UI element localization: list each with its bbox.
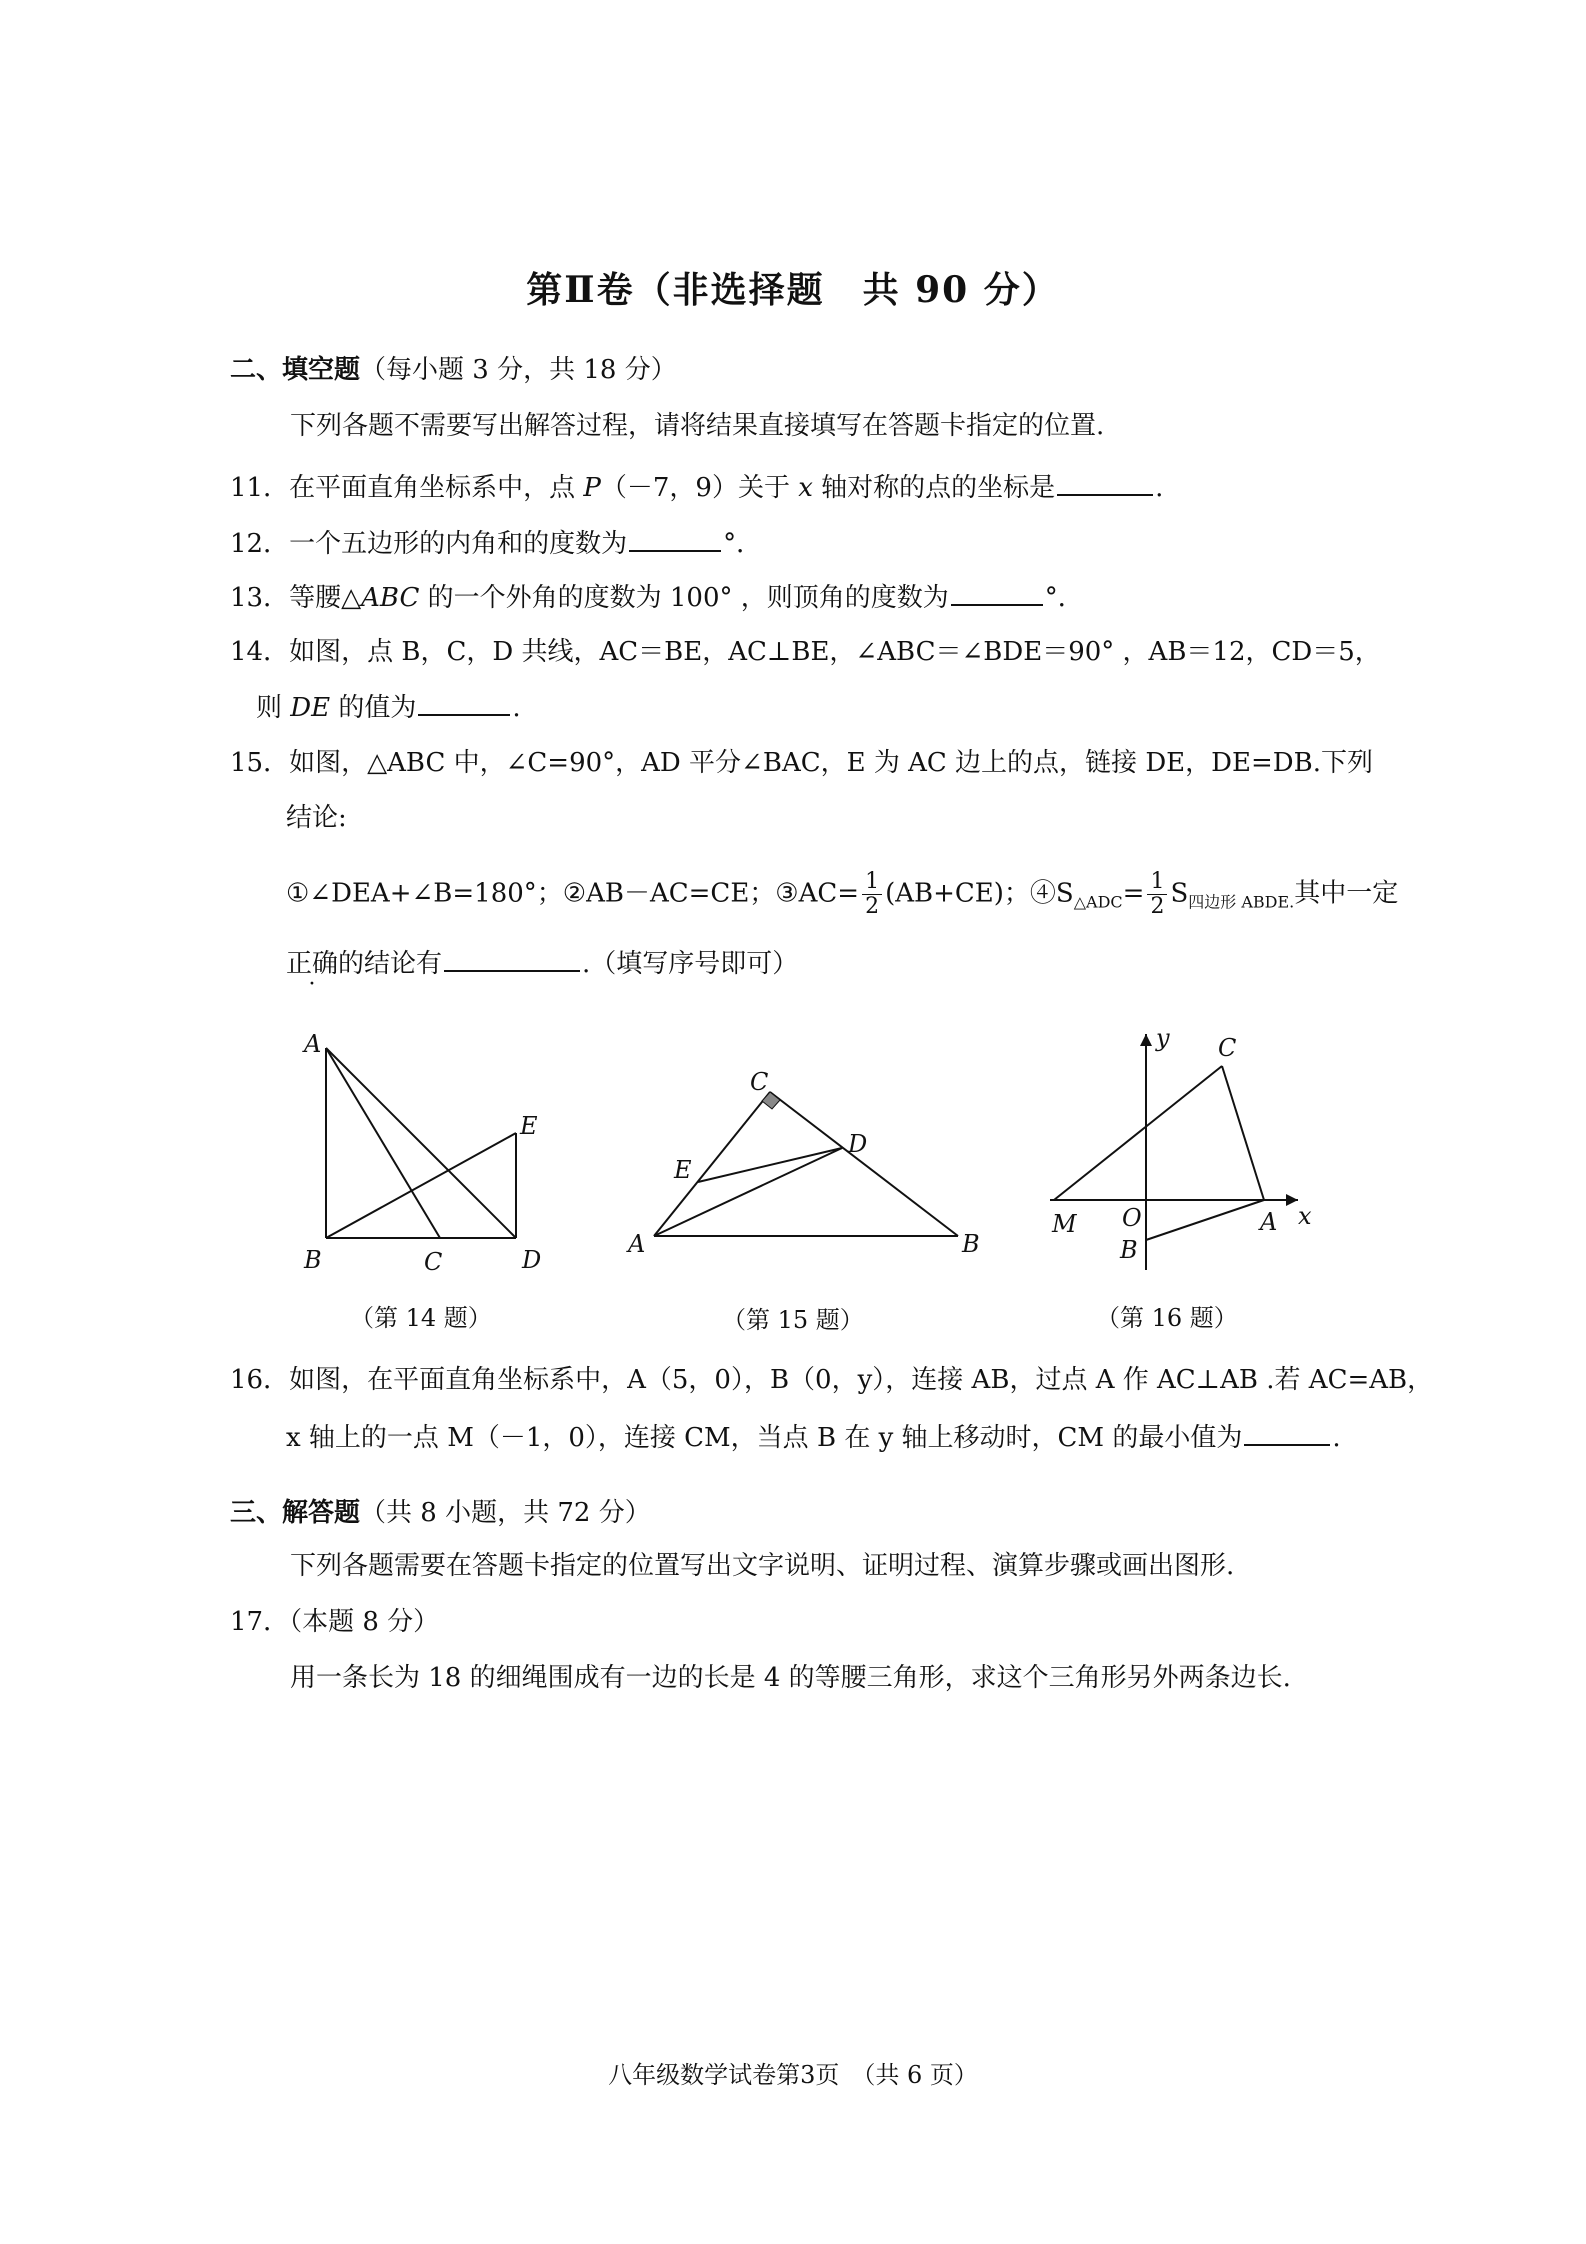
question-16-cont <box>286 1418 1341 1456</box>
section3-note: 下列各题需要在答题卡指定的位置写出文字说明、证明过程、演算步骤或画出图形. <box>290 1551 1235 1581</box>
figure-15-caption: （第 15 题） <box>722 1306 864 1334</box>
q11-point: P <box>583 473 601 503</box>
section2-info: （每小题 3 分，共 18 分） <box>360 355 677 385</box>
q13-answer-blank <box>951 578 1043 606</box>
q16-answer-blank <box>1244 1418 1330 1446</box>
q13-triangle: ABC <box>361 583 420 613</box>
q16-end: . <box>1332 1423 1341 1453</box>
question-11 <box>230 468 1163 506</box>
q12-number: 12． <box>230 529 290 559</box>
label-x: x <box>1298 1202 1312 1230</box>
section3-title: 三、解答题 <box>230 1498 361 1528</box>
q11-text-c: 轴对称的点的坐标是 <box>812 473 1056 503</box>
q15-line1: 如图，△ABC 中，∠C=90°，AD 平分∠BAC，E 为 AC 边上的点，链接 DE，DE=DB.下列 <box>289 748 1373 778</box>
q11-end: . <box>1155 473 1164 503</box>
figure-15-diagram <box>622 1060 982 1270</box>
q14-number: 14． <box>230 637 290 667</box>
fraction-numerator: 1 <box>862 870 882 895</box>
label-B: B <box>304 1246 322 1274</box>
section2-title: 二、填空题 <box>230 355 361 385</box>
label-M: M <box>1052 1210 1077 1238</box>
question-14-cont <box>256 688 521 726</box>
figure-15 <box>622 1060 982 1274</box>
label-A: A <box>628 1230 646 1258</box>
figure-16 <box>1040 1020 1320 1284</box>
segment-AC <box>326 1048 440 1238</box>
q15-equals: = <box>1122 878 1145 909</box>
section3-heading <box>230 1495 651 1531</box>
label-B: B <box>962 1230 980 1258</box>
q13-text-b: 的一个外角的度数为 100° ，则顶角的度数为 <box>419 583 949 613</box>
q11-text: 在平面直角坐标系中，点 <box>289 473 584 503</box>
q15-answer-blank <box>444 944 580 972</box>
q12-text: 一个五边形的内角和的度数为 <box>289 529 628 559</box>
section2-note: 下列各题不需要写出解答过程，请将结果直接填写在答题卡指定的位置. <box>290 411 1105 441</box>
q16-line1: 如图，在平面直角坐标系中，A（5，0），B（0，y），连接 AB，过点 A 作 AC⊥AB .若 AC=AB， <box>289 1365 1434 1395</box>
q14-line2: 则 <box>256 693 291 723</box>
q15-number: 15． <box>230 748 290 778</box>
q15-conclusion-tail: 其中一定 <box>1294 878 1399 909</box>
q15-fraction-2 <box>1147 870 1167 919</box>
section3-info: （共 8 小题，共 72 分） <box>360 1498 651 1528</box>
q14-answer-blank <box>418 688 510 716</box>
figure-14-caption: （第 14 题） <box>350 1304 492 1332</box>
q15-conclusion-4: S <box>1170 878 1189 909</box>
q12-answer-blank <box>629 524 721 552</box>
segment-AB <box>1146 1200 1264 1240</box>
section2-heading <box>230 352 677 388</box>
question-16 <box>230 1362 1433 1398</box>
question-12 <box>230 524 762 562</box>
q11-answer-blank <box>1057 468 1153 496</box>
page-footer: 八年级数学试卷第3页 （共 6 页） <box>608 2061 978 2089</box>
question-14 <box>230 634 1381 670</box>
q15-emphasis: 正确 <box>286 949 339 979</box>
label-E: E <box>674 1156 692 1184</box>
label-A: A <box>304 1030 322 1058</box>
label-D: D <box>522 1246 542 1274</box>
q12-end: °． <box>723 529 763 559</box>
q16-line2: x 轴上的一点 M（－1，0），连接 CM，当点 B 在 y 轴上移动时，CM 的最小值为 <box>286 1423 1243 1453</box>
q15-subscript-2: 四边形 ABDE. <box>1188 892 1295 912</box>
q15-line2: 结论: <box>286 803 347 833</box>
q15-subscript-1: △ADC <box>1073 892 1123 912</box>
label-D: D <box>848 1130 868 1158</box>
question-17 <box>230 1604 439 1640</box>
q15-line4 <box>286 944 798 982</box>
y-axis-arrow <box>1140 1034 1152 1046</box>
figure-14 <box>296 1028 556 1282</box>
fraction-numerator: 1 <box>1147 870 1167 895</box>
q11-axis: x <box>798 473 813 503</box>
label-y: y <box>1156 1024 1170 1052</box>
label-B: B <box>1120 1236 1138 1264</box>
q14-line1: 如图，点 B，C，D 共线，AC＝BE，AC⊥BE，∠ABC＝∠BDE＝90° ，AB＝12，CD＝5， <box>289 637 1381 667</box>
label-A: A <box>1260 1208 1278 1236</box>
segment-CA <box>1222 1066 1264 1200</box>
q14-segment: DE <box>290 693 331 723</box>
figure-14-diagram <box>296 1028 556 1278</box>
q13-end: °． <box>1044 583 1084 613</box>
q17-number: 17． <box>230 1607 290 1637</box>
segment-AD <box>326 1048 516 1238</box>
fraction-denominator: 2 <box>1150 894 1165 919</box>
q13-number: 13． <box>230 583 290 613</box>
q14-end: . <box>512 693 521 723</box>
q15-conclusion-3b: (AB+CE)；④S <box>885 878 1074 909</box>
q14-line2-b: 的值为 <box>330 693 417 723</box>
q15-fraction-1 <box>862 870 882 919</box>
label-C: C <box>1218 1034 1237 1062</box>
segment-BE <box>326 1133 516 1238</box>
q17-text: 用一条长为 18 的细绳围成有一边的长是 4 的等腰三角形，求这个三角形另外两条边长. <box>290 1663 1291 1693</box>
label-C: C <box>750 1068 769 1096</box>
q11-number: 11． <box>230 473 290 503</box>
q15-conclusions <box>286 870 1398 921</box>
figure-16-diagram <box>1040 1020 1320 1280</box>
q17-header: （本题 8 分） <box>289 1607 440 1637</box>
q11-text-b: （－7，9）关于 <box>600 473 799 503</box>
segment-MC <box>1054 1066 1222 1200</box>
q15-conclusion-1-3: ①∠DEA+∠B=180°；②AB－AC=CE；③AC= <box>286 878 860 909</box>
q16-number: 16． <box>230 1365 290 1395</box>
x-axis-arrow <box>1286 1194 1298 1206</box>
q13-text: 等腰△ <box>289 583 362 613</box>
label-O: O <box>1122 1204 1142 1232</box>
figure-16-caption: （第 16 题） <box>1096 1304 1238 1332</box>
q15-line4-end: .（填写序号即可） <box>582 949 799 979</box>
page-title: 第Ⅱ卷（非选择题 共 90 分） <box>526 269 1060 311</box>
question-15 <box>230 745 1373 781</box>
segment-CB <box>770 1092 958 1236</box>
segment-AC <box>654 1092 770 1236</box>
question-13 <box>230 578 1084 616</box>
q15-line4-text: 的结论有 <box>338 949 443 979</box>
fraction-denominator: 2 <box>865 894 880 919</box>
label-C: C <box>424 1248 443 1276</box>
label-E: E <box>520 1112 538 1140</box>
